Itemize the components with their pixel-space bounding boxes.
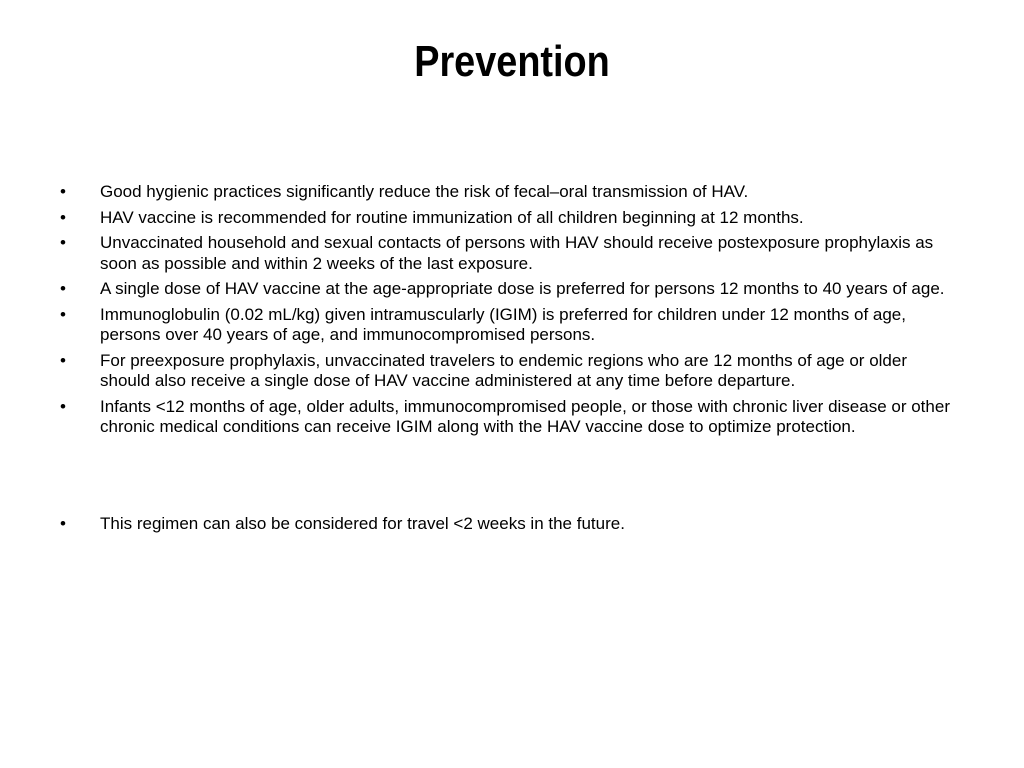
bullet-text: For preexposure prophylaxis, unvaccinated travelers to endemic regions who are 12 months of age or older should also receive a single dose of HAV vaccine administered at any time before departure.	[100, 350, 907, 390]
bullet-icon: •	[60, 182, 66, 201]
bullet-text: A single dose of HAV vaccine at the age-appropriate dose is preferred for persons 12 months to 40 years of age.	[100, 279, 945, 298]
list-item	[60, 514, 960, 535]
list-item	[60, 279, 960, 300]
bullet-icon: •	[60, 304, 66, 324]
list-item	[60, 397, 960, 438]
bullet-text: Unvaccinated household and sexual contacts of persons with HAV should receive postexposure prophylaxis as soon as possible and within 2 weeks of the last exposure.	[100, 233, 934, 273]
bullet-text: HAV vaccine is recommended for routine immunization of all children beginning at 12 months.	[100, 207, 804, 227]
bullet-icon: •	[60, 396, 66, 416]
list-item	[60, 351, 960, 392]
bullet-list	[60, 182, 960, 539]
list-item	[60, 233, 960, 274]
bullet-icon: •	[60, 513, 66, 533]
bullet-icon: •	[60, 233, 66, 252]
bullet-text: This regimen can also be considered for travel <2 weeks in the future.	[100, 513, 625, 533]
list-item	[60, 305, 960, 346]
bullet-icon: •	[60, 207, 66, 227]
bullet-icon: •	[60, 279, 66, 298]
bullet-icon: •	[60, 350, 66, 370]
list-item	[60, 208, 960, 229]
bullet-text: Good hygienic practices significantly reduce the risk of fecal–oral transmission of HAV.	[100, 182, 749, 201]
bullet-text: Infants <12 months of age, older adults, immunocompromised people, or those with chronic liver disease or other chronic medical conditions can receive IGIM along with the HAV vaccine dose to optimize protection.	[100, 396, 950, 436]
bullet-text: Immunoglobulin (0.02 mL/kg) given intramuscularly (IGIM) is preferred for children under 12 months of age, persons over 40 years of age, and immunocompromised persons.	[100, 304, 906, 344]
list-item	[60, 182, 960, 203]
slide-title: Prevention	[414, 37, 610, 86]
